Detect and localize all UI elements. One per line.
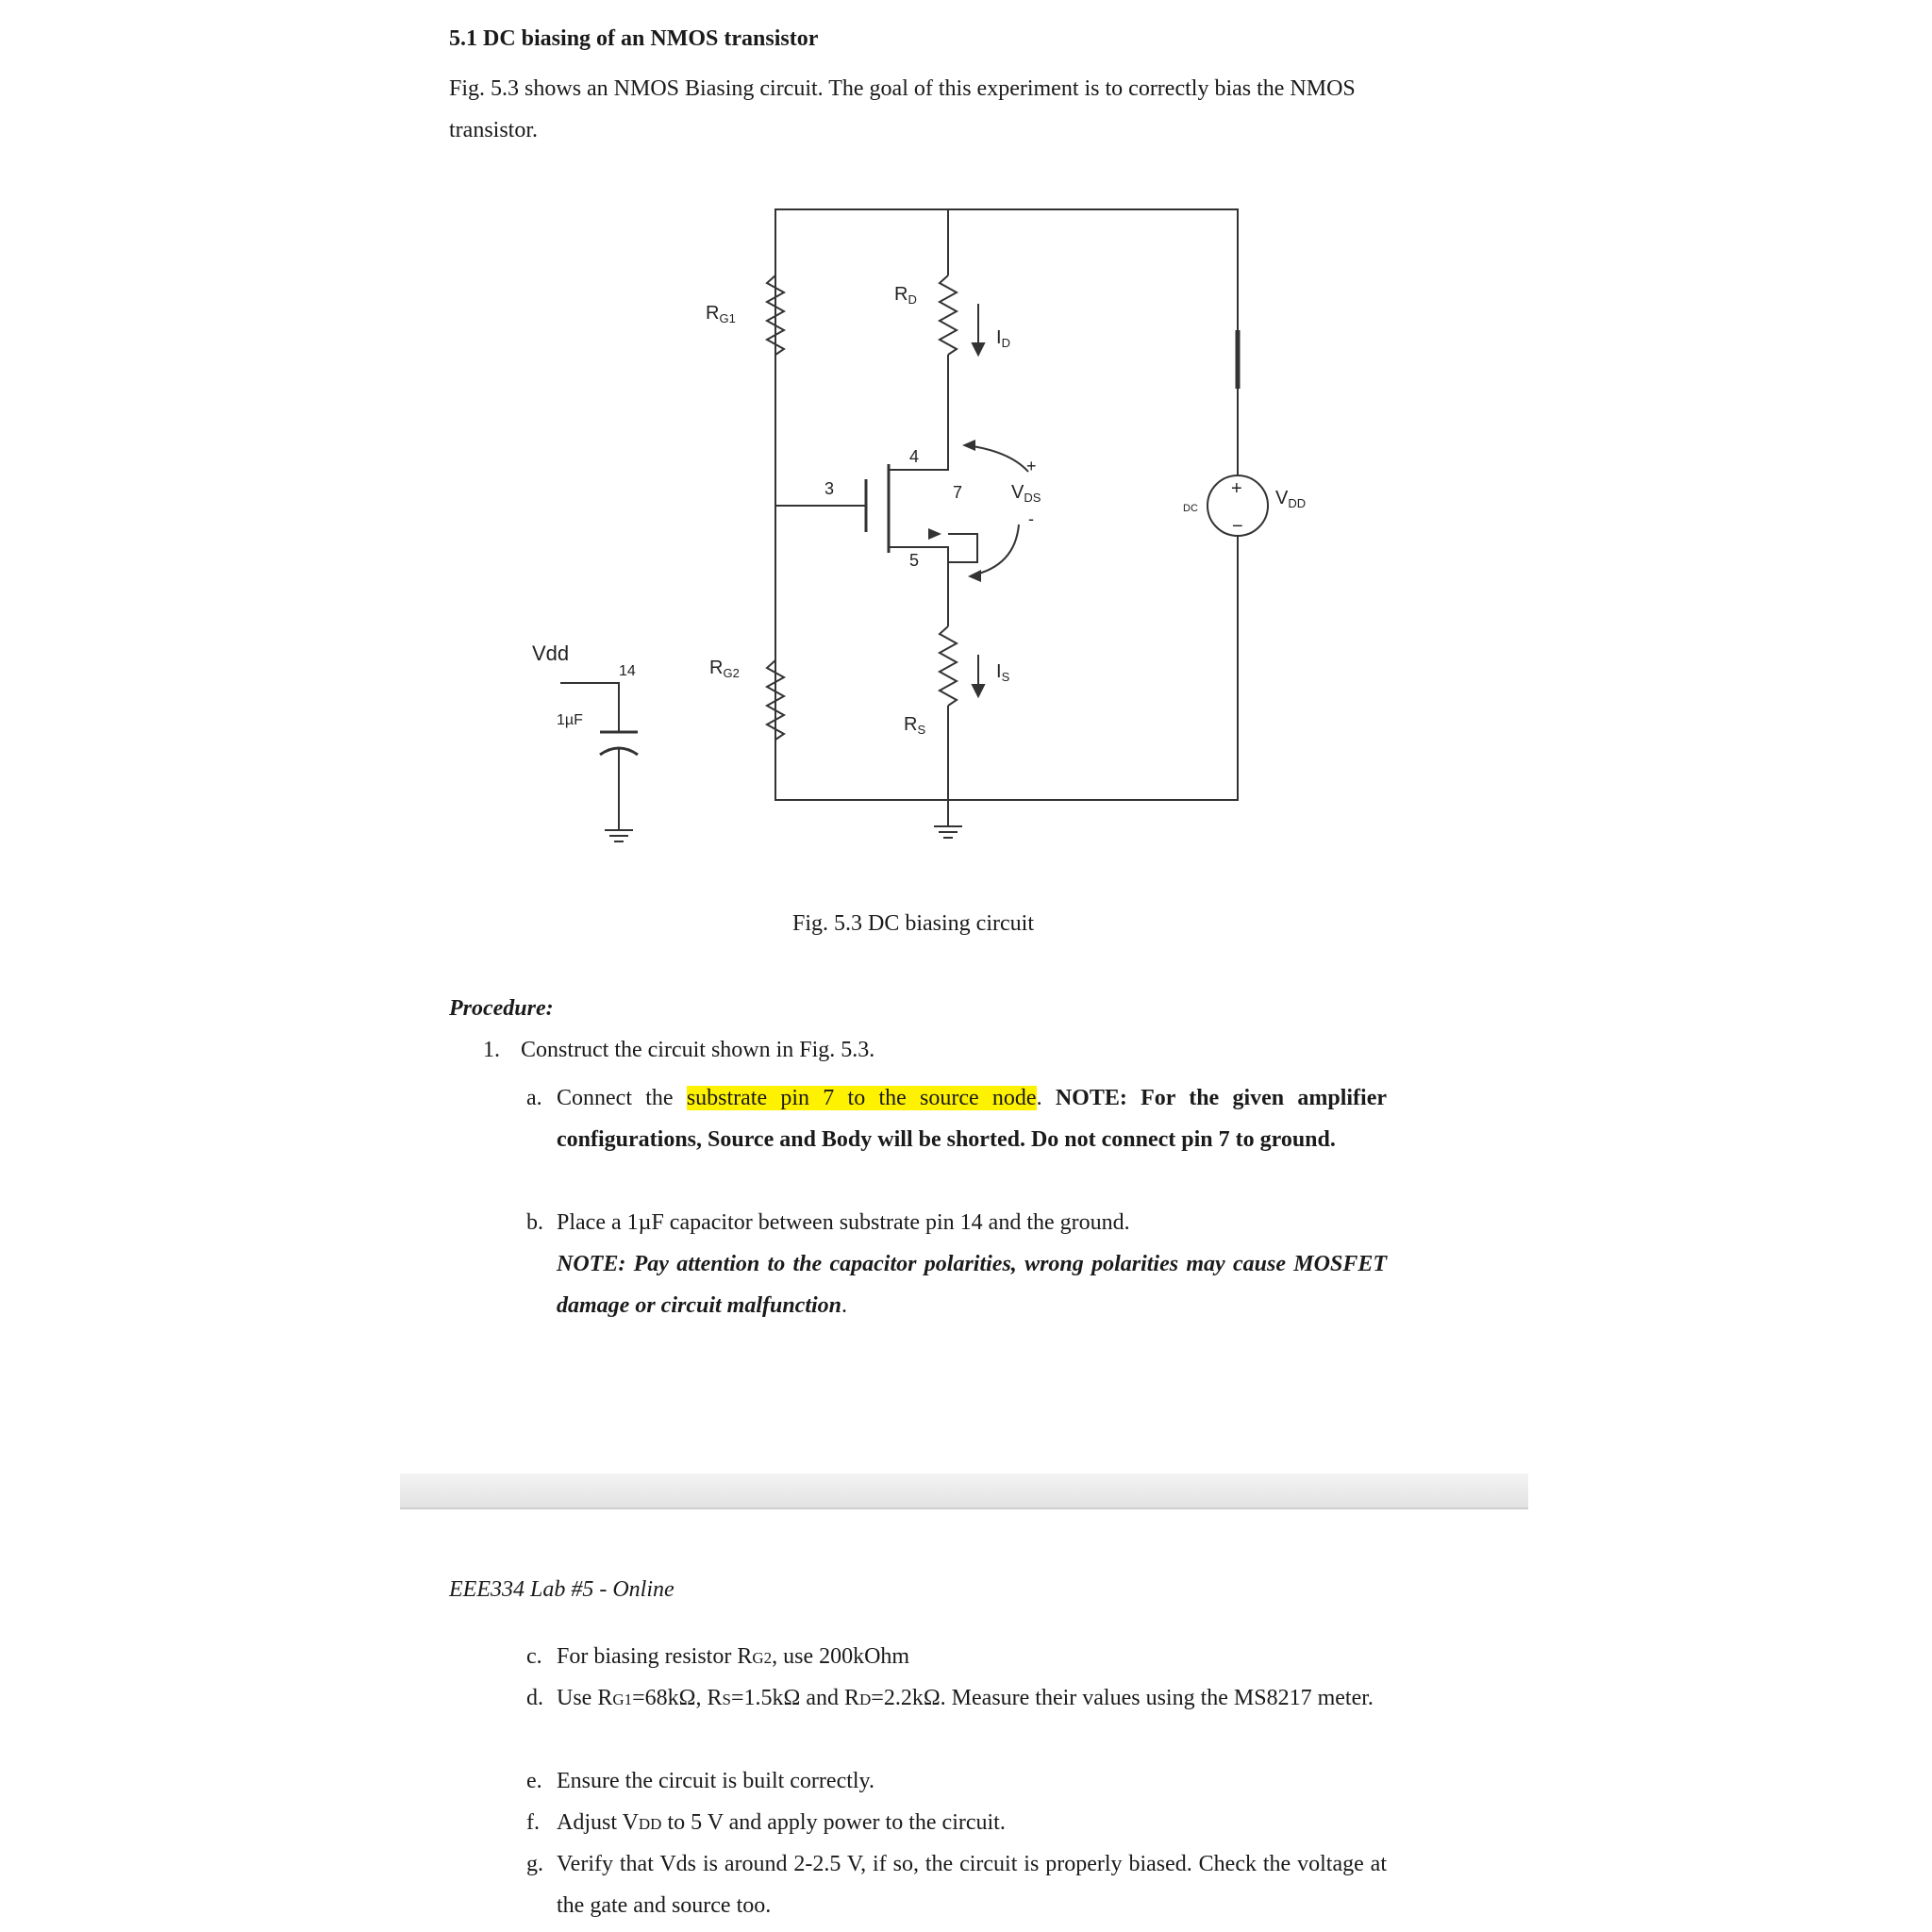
- gate-pin-label: 3: [824, 479, 835, 498]
- vds-minus: -: [1028, 509, 1034, 528]
- step-b-text: Place a 1µF capacitor between substrate pin 14 and the ground.: [557, 1210, 1130, 1235]
- dc-biasing-circuit: [0, 0, 1932, 906]
- page-footer: EEE334 Lab #5 - Online: [449, 1577, 675, 1602]
- step-a-text-end: .: [1036, 1086, 1056, 1110]
- source-minus: −: [1232, 516, 1243, 537]
- rd-resistor: [940, 275, 957, 355]
- vds-plus: +: [1026, 457, 1037, 475]
- rd-label: $R_D$: [894, 284, 917, 307]
- section-title: 5.1 DC biasing of an NMOS transistor: [449, 26, 819, 51]
- current-arrows: [973, 304, 984, 696]
- vdd-source-label: $V_{DD}$: [1275, 488, 1307, 510]
- step-1-number: 1.: [483, 1038, 500, 1062]
- cap-label: 1µF: [557, 712, 583, 728]
- step-d-text-1: Use R: [557, 1686, 613, 1710]
- id-label: $I_D$: [996, 327, 1010, 350]
- capacitor-ground: [605, 830, 633, 841]
- step-a-letter: a.: [526, 1086, 542, 1110]
- rg1-label: $R_{G1}$: [706, 303, 736, 325]
- vds-arrow: [966, 445, 1028, 575]
- step-b: [526, 1202, 1387, 1326]
- is-label: $I_S$: [996, 661, 1010, 684]
- highlighted-text: substrate pin 7 to the source node: [686, 1086, 1037, 1110]
- drain-pin-label: 4: [909, 447, 920, 466]
- vdd-label: Vdd: [532, 641, 570, 665]
- step-c: [526, 1636, 1387, 1679]
- figure-caption: Fig. 5.3 DC biasing circuit: [792, 911, 1034, 936]
- source-pin-label: 5: [909, 551, 920, 570]
- step-c-text: For biasing resistor R: [557, 1644, 753, 1669]
- step-d-sub-2: S: [722, 1690, 731, 1708]
- step-a-note: NOTE: For the given amplifier configurations, Source and Body will be shorted. Do not connect pin 7 to ground.: [557, 1086, 1388, 1152]
- step-e-text: Ensure the circuit is built correctly.: [557, 1769, 874, 1793]
- step-c-letter: c.: [526, 1644, 542, 1669]
- rs-resistor: [940, 626, 957, 706]
- step-1: [483, 1038, 874, 1063]
- step-d-sub-1: G1: [612, 1690, 633, 1708]
- ground-symbol: [934, 826, 962, 838]
- source-plus: +: [1231, 478, 1242, 499]
- rs-label: $R_S$: [904, 714, 926, 737]
- step-b-note-end: .: [841, 1293, 848, 1318]
- substrate-pin-label: 7: [953, 483, 963, 502]
- step-d: [526, 1677, 1387, 1721]
- step-e-letter: e.: [526, 1769, 542, 1793]
- step-d-text-3: =1.5kΩ and R: [730, 1686, 860, 1710]
- step-d-text-2: =68kΩ, R: [632, 1686, 723, 1710]
- step-1-text: Construct the circuit shown in Fig. 5.3.: [521, 1038, 875, 1062]
- step-c-text-end: , use 200kOhm: [772, 1644, 910, 1669]
- intro-paragraph: Fig. 5.3 shows an NMOS Biasing circuit. The goal of this experiment is to correctly bias the NMOS transistor.: [449, 76, 1356, 142]
- step-f-text: Adjust V: [557, 1810, 639, 1835]
- pin14-label: 14: [619, 663, 636, 679]
- step-g-letter: g.: [526, 1852, 543, 1876]
- dc-label: DC: [1183, 503, 1198, 514]
- rg2-label: $R_{G2}$: [709, 658, 740, 680]
- page-break: [400, 1474, 1528, 1509]
- step-f-text-end: to 5 V and apply power to the circuit.: [661, 1810, 1006, 1835]
- step-f: [526, 1802, 1387, 1845]
- step-a-text: Connect the: [557, 1086, 687, 1110]
- step-c-subscript: G2: [752, 1649, 773, 1667]
- step-a: [526, 1077, 1388, 1160]
- step-g-text: Verify that Vds is around 2-2.5 V, if so, the circuit is properly biased. Check the voltage at the gate and source too.: [557, 1852, 1387, 1918]
- step-b-note: NOTE: Pay attention to the capacitor polarities, wrong polarities may cause MOSFET damage or circuit malfunction: [557, 1252, 1387, 1318]
- step-f-letter: f.: [526, 1810, 540, 1835]
- step-b-letter: b.: [526, 1210, 543, 1235]
- procedure-heading: Procedure:: [449, 996, 554, 1021]
- step-d-sub-3: D: [859, 1690, 872, 1708]
- step-g: [526, 1843, 1387, 1926]
- step-d-letter: d.: [526, 1686, 543, 1710]
- step-e: [526, 1760, 1387, 1802]
- step-f-subscript: DD: [638, 1815, 662, 1833]
- source-arrow: [928, 528, 941, 540]
- vds-label: $V_{DS}$: [1011, 482, 1041, 505]
- step-d-text-4: =2.2kΩ. Measure their values using the MS8217 meter.: [871, 1686, 1374, 1710]
